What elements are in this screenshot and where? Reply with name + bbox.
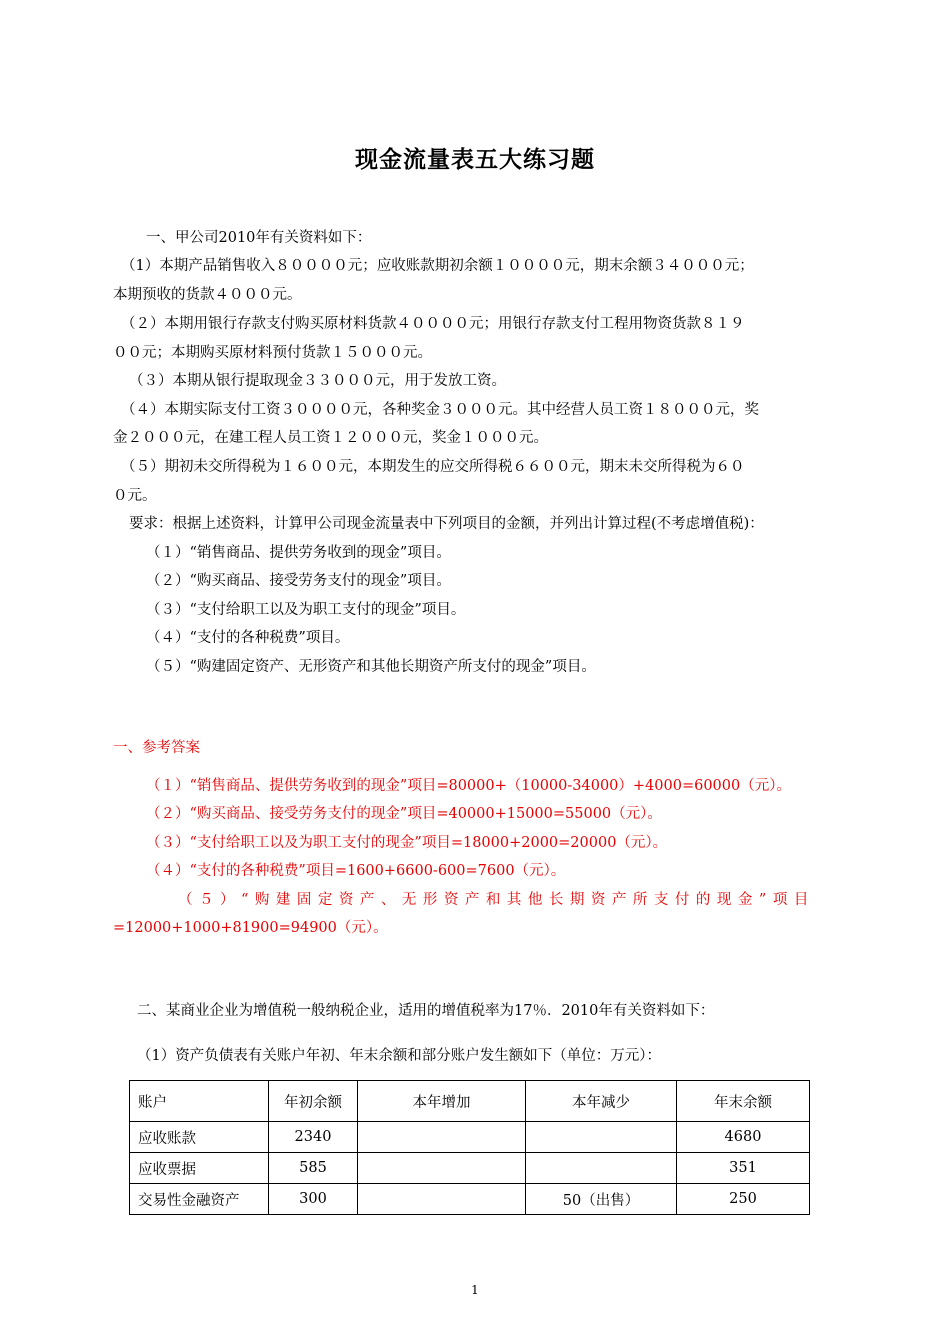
answer-heading: 一、参考答案 [113,740,200,756]
table-cell: 4680 [677,1122,810,1153]
q2-intro: 二、某商业企业为增值税一般纳税企业，适用的增值税率为17％．2010年有关资料如下： [137,1003,715,1019]
table-row [130,1153,810,1184]
q1-p1b: 本期预收的货款４０００元。 [113,287,302,303]
q1-p4a: （４）本期实际支付工资３００００元，各种奖金３０００元。其中经营人员工资１８０００元，奖 [121,402,759,418]
table-cell: 585 [269,1153,358,1184]
q1-p1a: （1）本期产品销售收入８００００元；应收账款期初余额１００００元，期末余额３４０００元； [121,258,754,274]
table-cell [526,1153,677,1184]
q1-p5a: （５）期初未交所得税为１６００元，本期发生的应交所得税６６００元，期末未交所得税为６０ [121,459,745,475]
table-cell: 2340 [269,1122,358,1153]
answer-1: （１）“销售商品、提供劳务收到的现金”项目=80000+（10000-34000）+4000=60000（元）。 [146,778,791,794]
table-header-cell: 本年减少 [526,1081,677,1122]
table-cell: 50（出售） [526,1184,677,1215]
q1-p2a: （２）本期用银行存款支付购买原材料货款４００００元；用银行存款支付工程用物资货款８１９ [121,316,745,332]
table-header-row [130,1081,810,1122]
page-title: 现金流量表五大练习题 [355,147,595,173]
q1-item: （４）“支付的各种税费”项目。 [146,630,350,646]
table-cell [358,1122,526,1153]
table-cell [526,1122,677,1153]
table-row [130,1122,810,1153]
table-cell: 应收账款 [130,1122,269,1153]
table-header-cell: 账户 [130,1081,269,1122]
q1-intro: 一、甲公司2010年有关资料如下： [146,230,372,246]
answer-2: （２）“购买商品、接受劳务支付的现金”项目=40000+15000=55000（元）。 [146,806,662,822]
table-cell: 300 [269,1184,358,1215]
page-number: 1 [471,1283,479,1297]
q1-p5b: ０元。 [113,488,157,504]
table-cell: 250 [677,1184,810,1215]
q1-p3: （３）本期从银行提取现金３３０００元，用于发放工资。 [129,373,506,389]
answer-4: （４）“支付的各种税费”项目=1600+6600-600=7600（元）。 [146,863,566,879]
answer-5b: =12000+1000+81900=94900（元）。 [113,920,388,936]
answer-3: （３）“支付给职工以及为职工支付的现金”项目=18000+2000=20000（元）。 [146,835,668,851]
q1-item: （３）“支付给职工以及为职工支付的现金”项目。 [146,602,466,618]
table-row [130,1184,810,1215]
q1-p4b: 金２０００元，在建工程人员工资１２０００元，奖金１０００元。 [113,430,548,446]
q2-sub: （1）资产负债表有关账户年初、年末余额和部分账户发生额如下（单位：万元）： [137,1048,661,1064]
answer-5a: （５）“购建固定资产、无形资产和其他长期资产所支付的现金”项目 [178,892,815,908]
table-cell: 交易性金融资产 [130,1184,269,1215]
table-header-cell: 年初余额 [269,1081,358,1122]
table-header-cell: 本年增加 [358,1081,526,1122]
account-balance-table [129,1080,810,1215]
table-cell [358,1153,526,1184]
q1-p2b: ００元；本期购买原材料预付货款１５０００元。 [113,345,432,361]
q1-item: （１）“销售商品、提供劳务收到的现金”项目。 [146,545,451,561]
table-cell [358,1184,526,1215]
q1-item: （２）“购买商品、接受劳务支付的现金”项目。 [146,573,451,589]
q1-item: （５）“购建固定资产、无形资产和其他长期资产所支付的现金”项目。 [146,659,596,675]
table-header-cell: 年末余额 [677,1081,810,1122]
q1-requirement: 要求：根据上述资料，计算甲公司现金流量表中下列项目的金额，并列出计算过程(不考虑增值税)： [129,516,764,532]
table-cell: 351 [677,1153,810,1184]
table-cell: 应收票据 [130,1153,269,1184]
